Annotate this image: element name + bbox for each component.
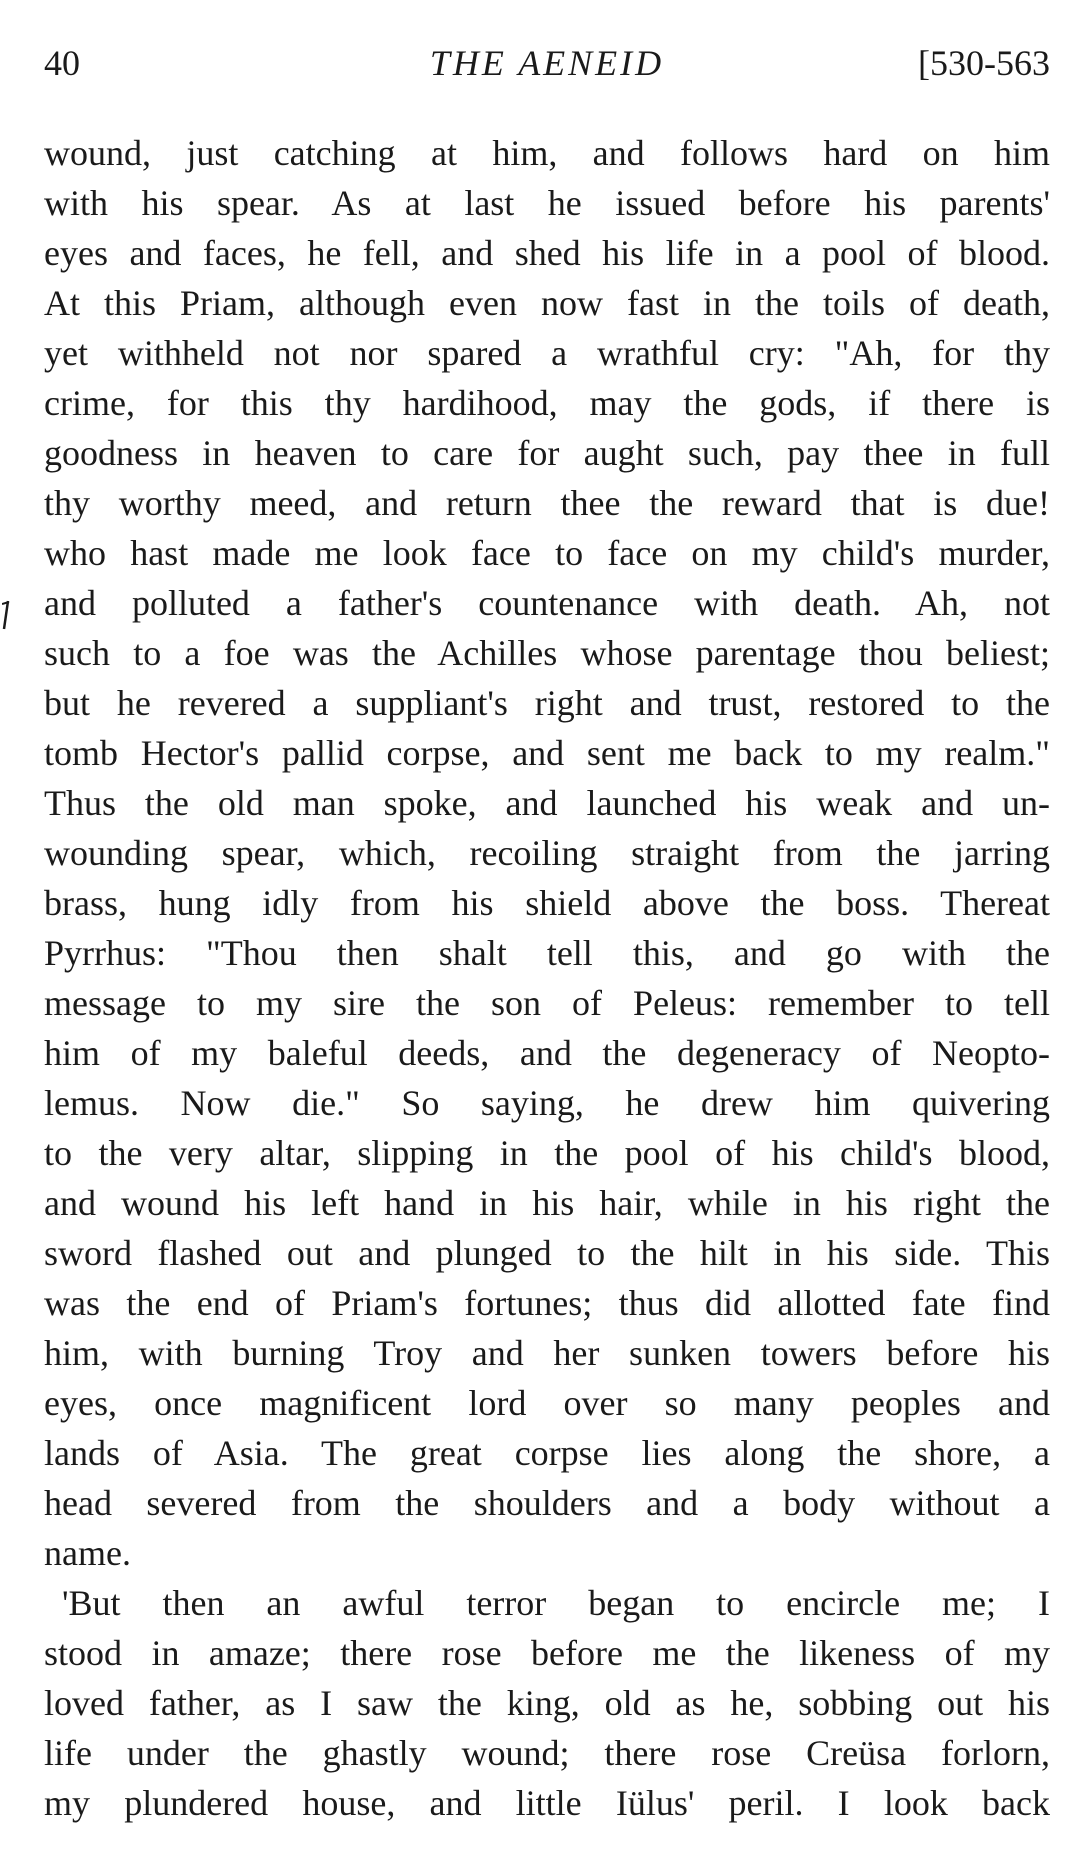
- text-line: thy worthy meed, and return thee the reward that is due!: [44, 483, 1050, 523]
- text-line: yet withheld not nor spared a wrathful cry: "Ah, for thy: [44, 333, 1050, 373]
- running-title: THE AENEID: [429, 43, 665, 83]
- text-line: who hast made me look face to face on my child's murder,: [44, 533, 1050, 573]
- line-range: [530-563: [918, 43, 1050, 83]
- text-line: sword flashed out and plunged to the hilt in his side. This: [44, 1233, 1050, 1273]
- paragraph: [44, 128, 1050, 1578]
- text-line: lands of Asia. The great corpse lies along the shore, a: [44, 1433, 1050, 1473]
- text-line: to the very altar, slipping in the pool of his child's blood,: [44, 1133, 1050, 1173]
- text-line: message to my sire the son of Peleus: remember to tell: [44, 983, 1050, 1023]
- text-line: wounding spear, which, recoiling straight from the jarring: [44, 833, 1050, 873]
- text-line: eyes and faces, he fell, and shed his life in a pool of blood.: [44, 233, 1050, 273]
- text-line: At this Priam, although even now fast in the toils of death,: [44, 283, 1050, 323]
- text-line: him of my baleful deeds, and the degeneracy of Neopto-: [44, 1033, 1050, 1073]
- text-line: goodness in heaven to care for aught such, pay thee in full: [44, 433, 1050, 473]
- text-line: 'But then an awful terror began to encircle me; I: [62, 1583, 1050, 1623]
- text-line: brass, hung idly from his shield above the boss. Thereat: [44, 883, 1050, 923]
- text-line: crime, for this thy hardihood, may the gods, if there is: [44, 383, 1050, 423]
- text-line: lemus. Now die." So saying, he drew him quivering: [44, 1083, 1050, 1123]
- text-line: and polluted a father's countenance with death. Ah, not: [44, 583, 1050, 623]
- text-line: was the end of Priam's fortunes; thus did allotted fate find: [44, 1283, 1050, 1323]
- text-line: loved father, as I saw the king, old as he, sobbing out his: [44, 1683, 1050, 1723]
- margin-mark-icon: [2, 600, 10, 630]
- paragraph: [44, 1578, 1050, 1828]
- text-line: wound, just catching at him, and follows hard on him: [44, 133, 1050, 173]
- text-line: eyes, once magnificent lord over so many peoples and: [44, 1383, 1050, 1423]
- page-number: 40: [44, 43, 80, 83]
- text-line: Thus the old man spoke, and launched his weak and un-: [44, 783, 1050, 823]
- text-line: head severed from the shoulders and a body without a: [44, 1483, 1050, 1523]
- page-header: [44, 42, 1050, 98]
- text-line: life under the ghastly wound; there rose Creüsa forlorn,: [44, 1733, 1050, 1773]
- body-text: [44, 128, 1050, 1828]
- text-line: with his spear. As at last he issued before his parents': [44, 183, 1050, 223]
- text-line: stood in amaze; there rose before me the likeness of my: [44, 1633, 1050, 1673]
- text-line: such to a foe was the Achilles whose parentage thou beliest;: [44, 633, 1050, 673]
- text-line: Pyrrhus: "Thou then shalt tell this, and go with the: [44, 933, 1050, 973]
- text-line: him, with burning Troy and her sunken towers before his: [44, 1333, 1050, 1373]
- text-line: my plundered house, and little Iülus' peril. I look back: [44, 1783, 1050, 1823]
- text-line: but he revered a suppliant's right and trust, restored to the: [44, 683, 1050, 723]
- text-line: name.: [44, 1533, 131, 1573]
- text-line: and wound his left hand in his hair, while in his right the: [44, 1183, 1050, 1223]
- text-line: tomb Hector's pallid corpse, and sent me back to my realm.": [44, 733, 1050, 773]
